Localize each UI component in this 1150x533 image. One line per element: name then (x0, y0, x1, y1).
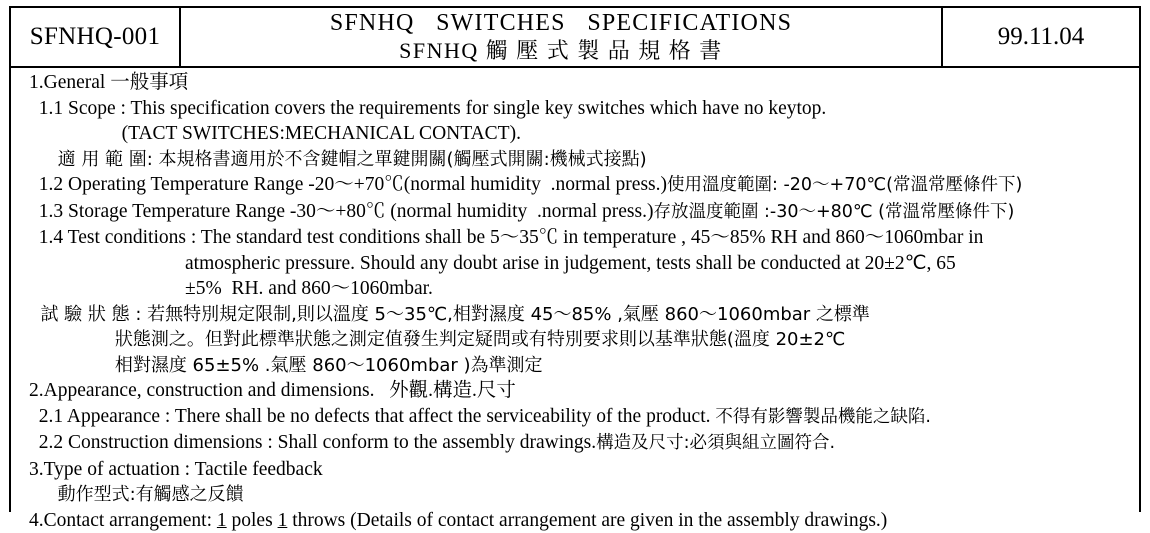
section-1-heading: 1.General 一般事項 (11, 70, 1139, 96)
section-4-contact-arrangement: 4.Contact arrangement: 1 poles 1 throws (Details of contact arrangement are given in the assembly drawings.) (11, 508, 1139, 533)
clause-2-1-appearance: 2.1 Appearance : There shall be no defects that affect the serviceability of the product. 不得有影響製品機能之缺陷. (11, 404, 1139, 431)
section-3-chinese: 動作型式:有觸感之反饋 (11, 482, 1139, 508)
clause-1-4-chinese-line1: 試 驗 狀 態 : 若無特別規定限制,則以溫度 5～35℃,相對濕度 45～85% ,氣壓 860～1060mbar 之標準 (11, 302, 1139, 328)
title-english: SFNHQ SWITCHES SPECIFICATIONS (330, 10, 792, 38)
document-header (9, 6, 1141, 68)
document-title (181, 8, 943, 66)
poles-value: 1 (217, 510, 227, 531)
clause-1-1-scope: 1.1 Scope : This specification covers the requirements for single key switches which have no keytop. (11, 96, 1139, 122)
throws-value: 1 (278, 510, 288, 531)
clause-1-4-test-conditions-cont2: ±5% RH. and 860～1060mbar. (11, 276, 1139, 302)
title-chinese: SFNHQ 觸 壓 式 製 品 規 格 書 (399, 38, 723, 64)
clause-1-3-storage-temperature: 1.3 Storage Temperature Range -30～+80℃ (normal humidity .normal press.)存放溫度範圍 :-30～+80℃ (常溫常壓條件下) (11, 199, 1139, 226)
section-2-heading: 2.Appearance, construction and dimensions. 外觀.構造.尺寸 (11, 378, 1139, 404)
clause-1-4-test-conditions: 1.4 Test conditions : The standard test conditions shall be 5～35℃ in temperature , 45～85% RH and 860～1060mbar in (11, 225, 1139, 251)
clause-1-4-chinese-line2: 狀態測之。但對此標準狀態之測定值發生判定疑問或有特別要求則以基準狀態(溫度 20±2℃ (11, 327, 1139, 353)
specification-document (0, 6, 1150, 524)
clause-1-2-operating-temperature: 1.2 Operating Temperature Range -20～+70℃(normal humidity .normal press.)使用溫度範圍: -20～+70℃(常溫常壓條件下) (11, 172, 1139, 199)
document-body (9, 68, 1141, 512)
clause-1-1-scope-cont: (TACT SWITCHES:MECHANICAL CONTACT). (11, 121, 1139, 147)
document-date: 99.11.04 (943, 8, 1139, 66)
document-code: SFNHQ-001 (11, 8, 181, 66)
clause-1-4-test-conditions-cont1: atmospheric pressure. Should any doubt arise in judgement, tests shall be conducted at 20±2℃, 65 (11, 251, 1139, 277)
clause-1-1-scope-chinese: 適 用 範 圍: 本規格書適用於不含鍵帽之單鍵開關(觸壓式開關:機械式接點) (11, 147, 1139, 173)
clause-2-2-construction-dimensions: 2.2 Construction dimensions : Shall conform to the assembly drawings.構造及尺寸:必須與組立圖符合. (11, 430, 1139, 457)
section-3-heading: 3.Type of actuation : Tactile feedback (11, 457, 1139, 483)
clause-1-4-chinese-line3: 相對濕度 65±5% .氣壓 860～1060mbar )為準測定 (11, 353, 1139, 379)
